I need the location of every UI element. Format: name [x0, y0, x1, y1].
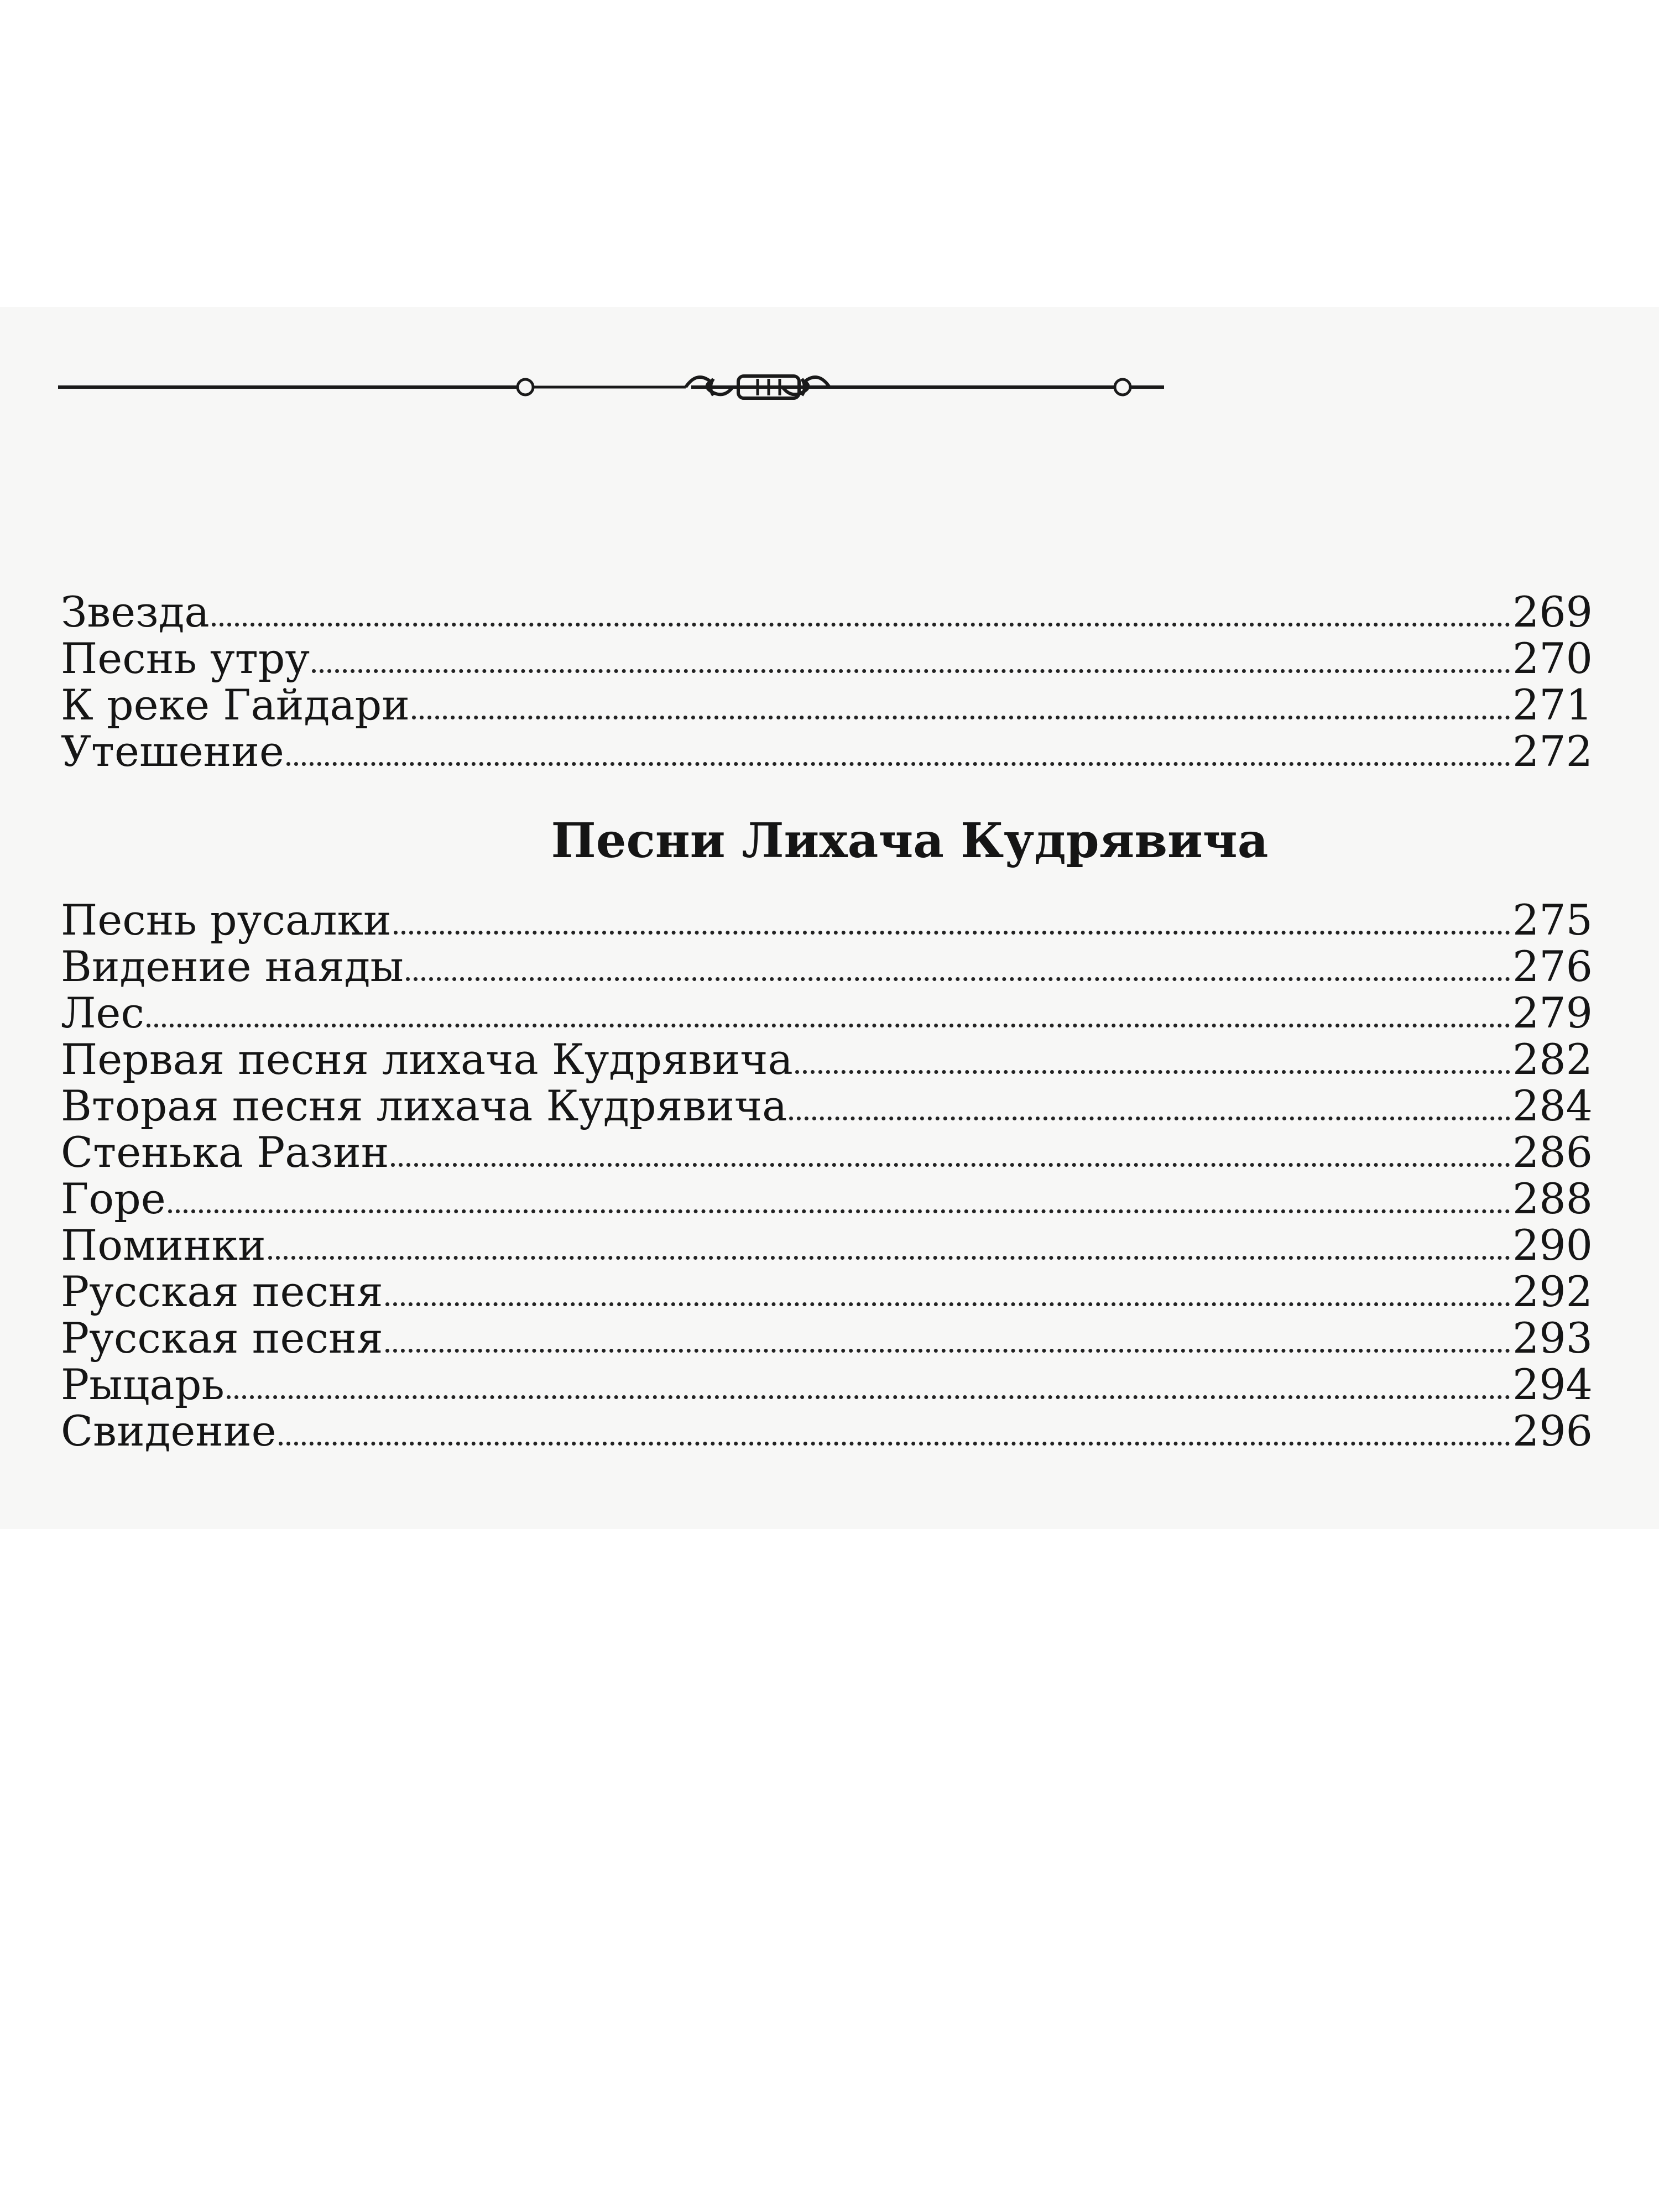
toc-entry-title: Горе	[61, 1174, 166, 1223]
toc-entry	[61, 1269, 1593, 1315]
dot-leader	[394, 931, 1510, 935]
toc-entry-page-number: 296	[1512, 1406, 1593, 1455]
section-heading: Песни Лихача Кудрявича	[551, 813, 1269, 869]
toc-entry-page-number: 292	[1512, 1267, 1593, 1316]
toc-entry	[61, 1315, 1593, 1361]
table-of-contents	[61, 589, 1593, 1454]
toc-entry	[61, 1176, 1593, 1222]
dot-leader	[279, 1442, 1510, 1446]
toc-entry-title: Русская песня	[61, 1313, 383, 1363]
toc-entry	[61, 1129, 1593, 1176]
toc-entry	[61, 1036, 1593, 1083]
dot-leader	[147, 1024, 1510, 1027]
toc-entry-title: К реке Гайдари	[61, 680, 410, 729]
dot-leader	[212, 623, 1510, 627]
toc-entry-page-number: 282	[1512, 1035, 1593, 1084]
toc-group-2	[61, 897, 1593, 1454]
dot-leader	[385, 1349, 1510, 1353]
toc-entry-page-number: 276	[1512, 942, 1593, 991]
toc-entry-title: Утешение	[61, 727, 284, 776]
toc-entry-title: Песнь утру	[61, 634, 310, 683]
toc-entry-title: Вторая песня лихача Кудрявича	[61, 1081, 787, 1130]
toc-entry-title: Видение наяды	[61, 942, 404, 991]
toc-entry	[61, 897, 1593, 943]
dot-leader	[385, 1302, 1510, 1306]
toc-group-1	[61, 589, 1593, 775]
toc-entry	[61, 1222, 1593, 1269]
toc-entry-title: Первая песня лихача Кудрявича	[61, 1035, 793, 1084]
toc-entry	[61, 682, 1593, 728]
toc-entry-page-number: 286	[1512, 1128, 1593, 1177]
toc-entry-page-number: 279	[1512, 988, 1593, 1037]
toc-entry-page-number: 284	[1512, 1081, 1593, 1130]
decorative-divider-ornament	[58, 354, 1164, 420]
dot-leader	[412, 716, 1510, 719]
toc-entry-page-number: 288	[1512, 1174, 1593, 1223]
toc-entry	[61, 943, 1593, 990]
dot-leader	[227, 1395, 1510, 1399]
toc-entry	[61, 589, 1593, 635]
dot-leader	[789, 1117, 1510, 1120]
toc-entry-page-number: 270	[1512, 634, 1593, 683]
toc-entry-page-number: 293	[1512, 1313, 1593, 1363]
toc-entry-title: Звезда	[61, 587, 210, 637]
dot-leader	[795, 1070, 1510, 1074]
toc-entry-page-number: 272	[1512, 727, 1593, 776]
toc-entry	[61, 1083, 1593, 1129]
toc-entry	[61, 990, 1593, 1036]
toc-entry-page-number: 290	[1512, 1220, 1593, 1270]
dot-leader	[286, 762, 1510, 766]
dot-leader	[268, 1256, 1510, 1260]
toc-entry-title: Лес	[61, 988, 144, 1037]
toc-entry-page-number: 294	[1512, 1360, 1593, 1409]
toc-entry-title: Русская песня	[61, 1267, 383, 1316]
toc-entry	[61, 1361, 1593, 1408]
toc-entry-title: Свидение	[61, 1406, 276, 1455]
toc-entry-title: Стенька Разин	[61, 1128, 389, 1177]
toc-entry-title: Рыцарь	[61, 1360, 225, 1409]
toc-entry-title: Поминки	[61, 1220, 266, 1270]
dot-leader	[312, 669, 1510, 673]
dot-leader	[391, 1163, 1510, 1167]
toc-entry	[61, 1408, 1593, 1454]
dot-leader	[406, 977, 1510, 981]
toc-entry-title: Песнь русалки	[61, 895, 392, 945]
toc-entry	[61, 635, 1593, 682]
toc-entry-page-number: 269	[1512, 587, 1593, 637]
toc-entry-page-number: 275	[1512, 895, 1593, 945]
toc-entry-page-number: 271	[1512, 680, 1593, 729]
dot-leader	[168, 1209, 1510, 1213]
toc-entry	[61, 728, 1593, 775]
